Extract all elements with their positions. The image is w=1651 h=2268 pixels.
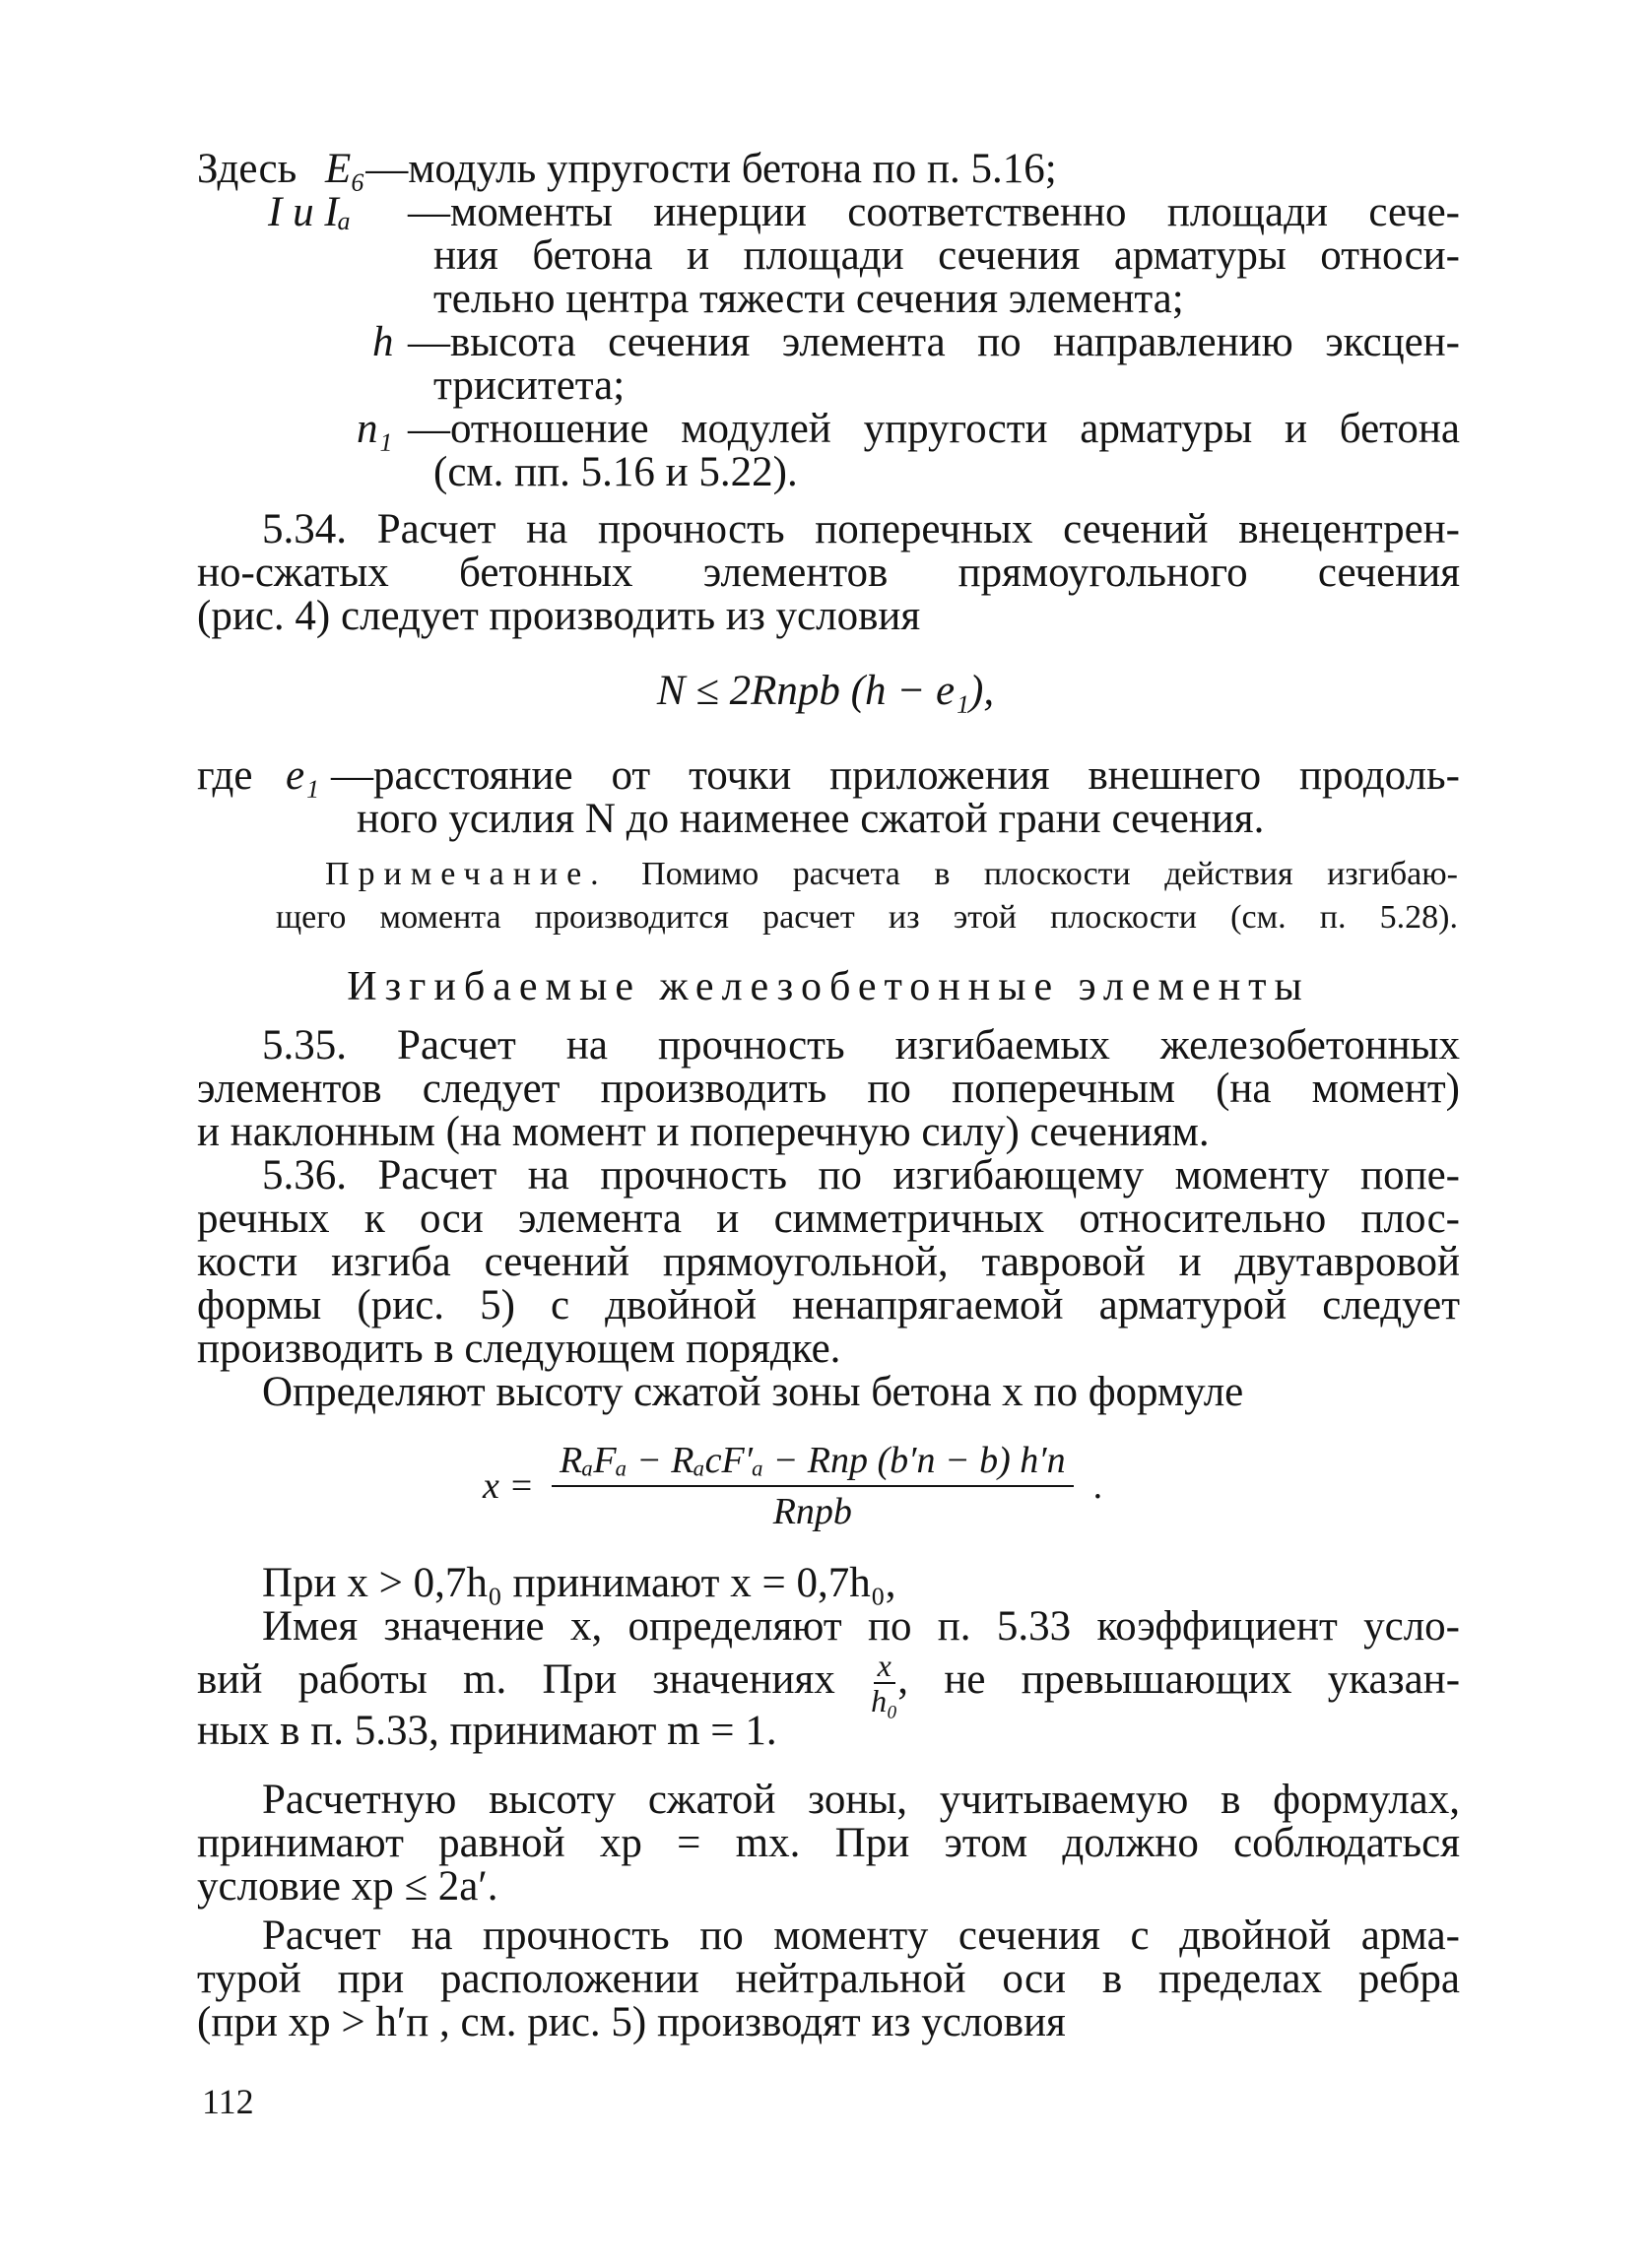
definition-body bbox=[331, 754, 1460, 841]
definition-e6 bbox=[325, 148, 1458, 191]
paragraph-line: ных в п. 5.33, принимают m = 1. bbox=[197, 1708, 777, 1754]
ratio-numerator: x bbox=[874, 1649, 895, 1684]
paragraph-line: принимают равной xр = mx. При этом должно соблюдаться bbox=[197, 1820, 1460, 1866]
paragraph-line: речных к оси элемента и симметричных относительно плос- bbox=[197, 1196, 1460, 1242]
definition-term: h bbox=[372, 319, 394, 365]
paragraph-line: 5.36. Расчет на прочность по изгибающему моменту попе- bbox=[262, 1152, 1460, 1199]
paragraph-line: 5.34. Расчет на прочность поперечных сечений внецентрен- bbox=[262, 506, 1460, 552]
paragraph-5-34 bbox=[197, 508, 1460, 638]
formula-x-lhs: x = bbox=[483, 1465, 535, 1507]
paragraph-line: производить в следующем порядке. bbox=[197, 1326, 841, 1372]
paragraph-having-x bbox=[197, 1605, 1460, 1753]
formula-x-numerator: RₐFₐ − RₐcF′ₐ − Rпр (b′п − b) h′п bbox=[552, 1440, 1074, 1487]
definition-line: —отношение модулей упругости арматуры и бетона bbox=[408, 406, 1460, 452]
where-word: где bbox=[197, 752, 253, 799]
paragraph-line: (при xр > h′п , см. рис. 5) производят из условия bbox=[197, 1999, 1066, 2045]
line-end: , не превышающих указан- bbox=[897, 1655, 1461, 1703]
definition-line: ния бетона и площади сечения арматуры относи- bbox=[433, 232, 1460, 279]
paragraph-line: кости изгиба сечений прямоугольной, тавровой и двутавровой bbox=[197, 1239, 1460, 1285]
paragraph-calc-moment bbox=[197, 1914, 1460, 2044]
definition-line: —расстояние от точки приложения внешнего продоль- bbox=[331, 752, 1460, 799]
definition-body bbox=[408, 191, 1460, 321]
definition-term: e₁ bbox=[286, 752, 320, 799]
note-block bbox=[276, 853, 1458, 940]
definition-text: —модуль упругости бетона по п. 5.16; bbox=[365, 146, 1057, 192]
note-label: Примечание. bbox=[325, 856, 608, 892]
paragraph-line: Расчетную высоту сжатой зоны, учитываемую в формулах, bbox=[262, 1777, 1460, 1823]
definition-body bbox=[408, 321, 1460, 408]
paragraph-line: формы (рис. 5) с двойной ненапрягаемой арматурой следует bbox=[197, 1282, 1460, 1328]
ratio-x-h0 bbox=[871, 1649, 897, 1717]
definition-line: (см. пп. 5.16 и 5.22). bbox=[433, 449, 798, 495]
definition-e1 bbox=[286, 754, 1460, 841]
definition-term: E₆ bbox=[325, 146, 366, 192]
paragraph-line: турой при расположении нейтральной оси в пределах ребра bbox=[197, 1956, 1460, 2002]
formula-x bbox=[483, 1440, 1231, 1532]
determine-x-line: Определяют высоту сжатой зоны бетона x по формуле bbox=[262, 1369, 1244, 1415]
definition-line: тельно центра тяжести сечения элемента; bbox=[433, 276, 1184, 322]
formula-x-denominator: Rпрb bbox=[772, 1491, 852, 1532]
page-number: 112 bbox=[202, 2082, 254, 2121]
paragraph-line: Расчет на прочность по моменту сечения с двойной арма- bbox=[262, 1912, 1460, 1959]
when-x-line: При x > 0,7h₀ принимают x = 0,7h₀, bbox=[262, 1560, 896, 1606]
defs-intro-word: Здесь bbox=[197, 146, 297, 192]
definition-body bbox=[408, 408, 1460, 494]
note-line bbox=[325, 853, 1458, 896]
note-text: Помимо расчета в плоскости действия изгибаю- bbox=[641, 856, 1458, 892]
definition-line: ного усилия N до наименее сжатой грани сечения. bbox=[357, 796, 1265, 842]
paragraph-line: Имея значение x, определяют по п. 5.33 коэффициент усло- bbox=[262, 1603, 1460, 1650]
paragraph-line: условие xр ≤ 2a′. bbox=[197, 1863, 498, 1910]
definition-term: n₁ bbox=[357, 406, 393, 452]
definition-inertia bbox=[268, 191, 1460, 321]
section-heading: Изгибаемые железобетонные элементы bbox=[347, 964, 1310, 1009]
ratio-denominator: h₀ bbox=[871, 1683, 898, 1718]
paragraph-5-36 bbox=[197, 1154, 1460, 1371]
paragraph-5-35 bbox=[197, 1024, 1460, 1154]
formula-n-condition: N ≤ 2Rпрb (h − e₁), bbox=[656, 668, 995, 714]
paragraph-line: но-сжатых бетонных элементов прямоугольного сечения bbox=[197, 550, 1460, 596]
formula-x-fraction bbox=[552, 1440, 1074, 1532]
definition-line: —высота сечения элемента по направлению эксцен- bbox=[408, 319, 1460, 365]
paragraph-line bbox=[197, 1648, 1461, 1718]
formula-x-tail: . bbox=[1092, 1465, 1103, 1507]
definition-term: I и Iₐ bbox=[268, 189, 352, 235]
paragraph-calc-height bbox=[197, 1779, 1460, 1909]
paragraph-line: (рис. 4) следует производить из условия bbox=[197, 593, 921, 639]
note-line: щего момента производится расчет из этой плоскости (см. п. 5.28). bbox=[276, 899, 1458, 936]
paragraph-line: и наклонным (на момент и поперечную силу) сечениям. bbox=[197, 1109, 1210, 1155]
definition-h bbox=[372, 321, 1460, 408]
paragraph-line: 5.35. Расчет на прочность изгибаемых железобетонных bbox=[262, 1022, 1460, 1069]
paragraph-line: элементов следует производить по поперечным (на момент) bbox=[197, 1066, 1460, 1112]
definition-n1 bbox=[357, 408, 1460, 494]
definition-line: —моменты инерции соответственно площади сече- bbox=[408, 189, 1460, 235]
definition-line: триситета; bbox=[433, 362, 626, 409]
line-start: вий работы m. При значениях bbox=[197, 1655, 835, 1703]
